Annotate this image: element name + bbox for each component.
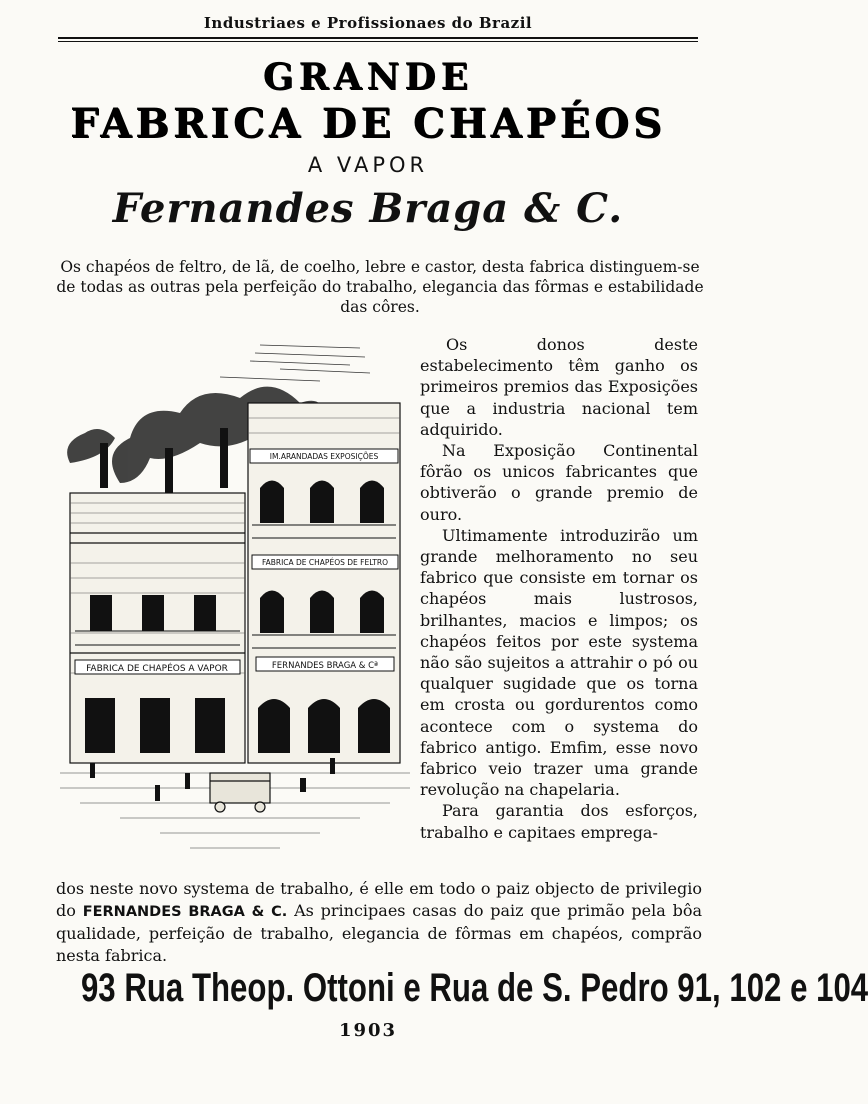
tram [210,773,270,812]
side-paragraph: Na Exposição Continental fôrão os unicos fabricantes que obtiverão o grande premio de ouro. [420,441,698,524]
right-store-sign: FERNANDES BRAGA & Cª [271,661,379,671]
running-head: Industriaes e Profissionaes do Brazil [203,14,533,32]
bottom-firm-name: FERNANDES BRAGA & C. [82,903,288,920]
bottom-text-before: dos neste novo systema de trabalho, é elle em todo o paiz objecto de privilegio do [56,879,702,920]
bottom-text-after: As principaes casas do paiz que primão pela bôa qualidade, perfeição de trabalho, elegancia de fôrmas em chapéos, comprão nesta fabrica. [56,900,703,965]
title-grande: GRANDE [262,56,474,98]
title-a-vapor: A VAPOR [307,153,429,177]
year: 1903 [338,1020,398,1041]
intro-paragraph: Os chapéos de feltro, de lã, de coelho, lebre e castor, desta fabrica distinguem-se de todas as outras pela perfeição do trabalho, elegancia das fôrmas e estabilidade das côres. [56,258,704,316]
side-paragraph: Para garantia dos esforços, trabalho e capitaes emprega- [420,801,698,842]
firm-name: Fernandes Braga & C. [112,185,624,232]
title-fabrica: FABRICA DE CHAPÉOS [70,100,666,147]
right-top-sign: IM.ARANDADAS EXPOSIÇÕES [269,452,379,461]
factory-illustration [60,333,410,868]
right-windows [258,481,390,754]
right-mid-sign: FABRICA DE CHAPÉOS DE FELTRO [261,558,389,567]
header-rule-thin [58,41,698,42]
left-store-sign: FABRICA DE CHAPÉOS A VAPOR [86,664,228,674]
address-line: 93 Rua Theop. Ottoni e Rua de S. Pedro 91, 102 e 104 [80,966,868,1010]
side-column [420,334,698,843]
side-paragraph: Ultimamente introduzirão um grande melhoramento no seu fabrico que consiste em tornar os chapéos mais lustrosos, brilhantes, macios e limpos; os chapéos feitos por este systema não são sujeitos a attrahir o pó ou qualquer sugidade que os torna em crosta ou gordurentos como acontece com o systema do fabrico antigo. Emfim, esse novo fabrico veio trazer uma grande revolução na chapelaria. [420,525,698,800]
bottom-paragraph [56,878,702,966]
side-paragraph: Os donos deste estabelecimento têm ganho os primeiros premios das Exposições que a industria nacional tem adquirido. [420,335,698,439]
header-rule [58,37,698,39]
